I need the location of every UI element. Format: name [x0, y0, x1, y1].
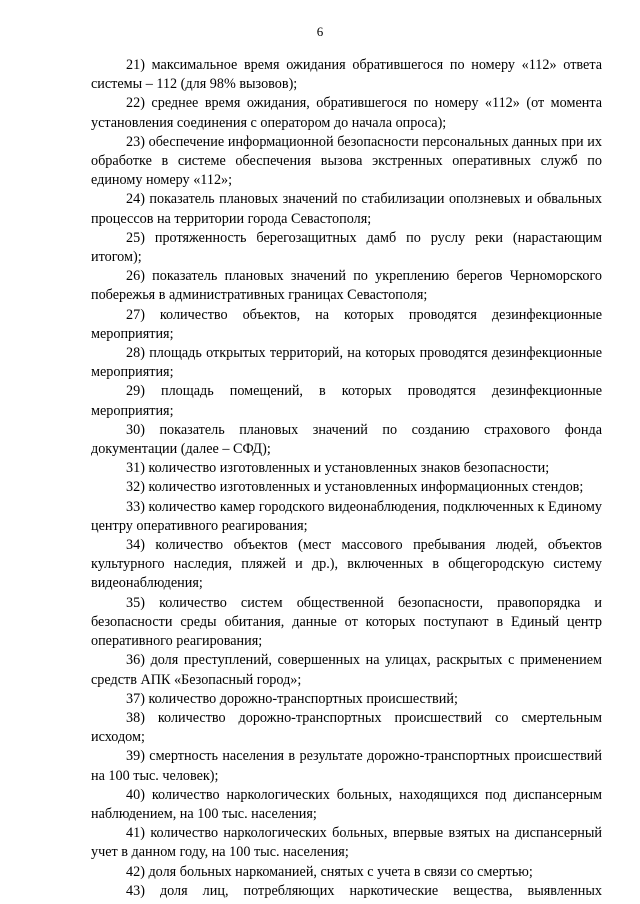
list-item — [91, 344, 602, 382]
item-text: количество систем общественной безопасности, правопорядка и безопасности среды обитания, данные от которых поступают в Единый центр оперативного реагирования; — [91, 594, 603, 650]
list-item — [91, 56, 602, 94]
item-number: 39) — [126, 748, 145, 765]
item-text: показатель плановых значений по созданию страхового фонда документации (далее – СФД); — [91, 421, 603, 458]
list-item — [91, 690, 602, 709]
item-text: количество дорожно-транспортных происшествий; — [148, 690, 458, 707]
page-number: 6 — [316, 24, 324, 39]
item-text: количество объектов (мест массового пребывания людей, объектов культурного наследия, пляжей и др.), включенных в общегородскую систему видеонаблюдения; — [91, 537, 603, 592]
item-text: площадь открытых территорий, на которых проводятся дезинфекционные мероприятия; — [91, 345, 603, 381]
list-item — [91, 382, 602, 420]
list-item — [91, 747, 602, 785]
item-number: 35) — [126, 594, 145, 611]
list-item — [91, 882, 602, 901]
item-number: 27) — [126, 306, 145, 323]
item-text: количество объектов, на которых проводятся дезинфекционные мероприятия; — [91, 306, 603, 342]
list-item — [91, 267, 602, 305]
item-text: доля больных наркоманией, снятых с учета в связи со смертью; — [148, 863, 533, 880]
item-number: 26) — [126, 268, 145, 285]
list-item — [91, 594, 602, 652]
item-text: площадь помещений, в которых проводятся дезинфекционные мероприятия; — [91, 383, 603, 419]
item-text: доля преступлений, совершенных на улицах, раскрытых с применением средств АПК «Безопасный город»; — [91, 652, 602, 688]
item-text: количество наркологических больных, находящихся под диспансерным наблюдением, на 100 тыс. населения; — [91, 786, 603, 822]
item-text: среднее время ожидания, обратившегося по номеру «112» (от момента установления соединения с оператором до начала опроса); — [91, 95, 603, 131]
item-number: 43) — [126, 882, 145, 899]
item-number: 34) — [126, 537, 145, 554]
list-item — [91, 824, 602, 862]
item-number: 38) — [126, 709, 145, 726]
item-text: количество камер городского видеонаблюдения, подключенных к Единому центру оперативного реагирования; — [91, 498, 603, 534]
list-item — [91, 478, 602, 497]
item-number: 22) — [126, 95, 145, 112]
item-text: максимальное время ожидания обратившегося по номеру «112» ответа системы – 112 (для 98% вызовов); — [91, 57, 602, 93]
item-number: 28) — [126, 345, 145, 362]
item-text: обеспечение информационной безопасности персональных данных при их обработке в системе обеспечения вызова экстренных оперативных служб по единому номеру «112»; — [91, 133, 602, 189]
item-number: 21) — [126, 57, 145, 73]
item-text: протяженность берегозащитных дамб по руслу реки (нарастающим итогом); — [91, 229, 603, 266]
list-item — [91, 94, 602, 132]
list-item — [91, 498, 602, 536]
item-text: количество изготовленных и установленных знаков безопасности; — [148, 460, 550, 477]
item-text: показатель плановых значений по укреплению берегов Черноморского побережья в административных границах Севастополя; — [91, 268, 603, 304]
item-number: 32) — [126, 479, 145, 496]
item-number: 24) — [126, 191, 145, 208]
item-text: количество наркологических больных, впервые взятых на диспансерный учет в данном году, на 100 тыс. населения; — [91, 825, 603, 861]
item-number: 36) — [126, 652, 145, 669]
item-number: 29) — [126, 383, 145, 400]
list-item — [91, 229, 602, 267]
list-item — [91, 459, 602, 478]
list-item — [91, 786, 602, 824]
item-text: количество дорожно-транспортных происшествий со смертельным исходом; — [91, 709, 602, 746]
item-number: 31) — [126, 460, 145, 477]
item-text: смертность населения в результате дорожно-транспортных происшествий на 100 тыс. человек); — [91, 748, 602, 784]
item-number: 23) — [126, 133, 145, 150]
item-number: 33) — [126, 498, 145, 515]
item-number: 25) — [126, 229, 145, 246]
item-number: 30) — [126, 421, 145, 438]
item-number: 41) — [126, 825, 145, 842]
list-item — [91, 190, 602, 228]
item-number: 40) — [126, 786, 145, 803]
list-item — [91, 709, 602, 747]
list-item — [91, 133, 602, 191]
item-text: показатель плановых значений по стабилизации оползневых и обвальных процессов на территории города Севастополя; — [91, 191, 603, 227]
list-item — [91, 421, 602, 459]
item-number: 42) — [126, 863, 145, 880]
list-item — [91, 863, 602, 882]
item-text: количество изготовленных и установленных информационных стендов; — [148, 479, 584, 496]
item-text: доля лиц, потребляющих наркотические вещества, выявленных — [159, 882, 602, 899]
item-number: 37) — [126, 690, 145, 707]
list-item — [91, 306, 602, 344]
list-item — [91, 536, 602, 594]
numbered-list — [91, 56, 602, 901]
list-item — [91, 651, 602, 689]
